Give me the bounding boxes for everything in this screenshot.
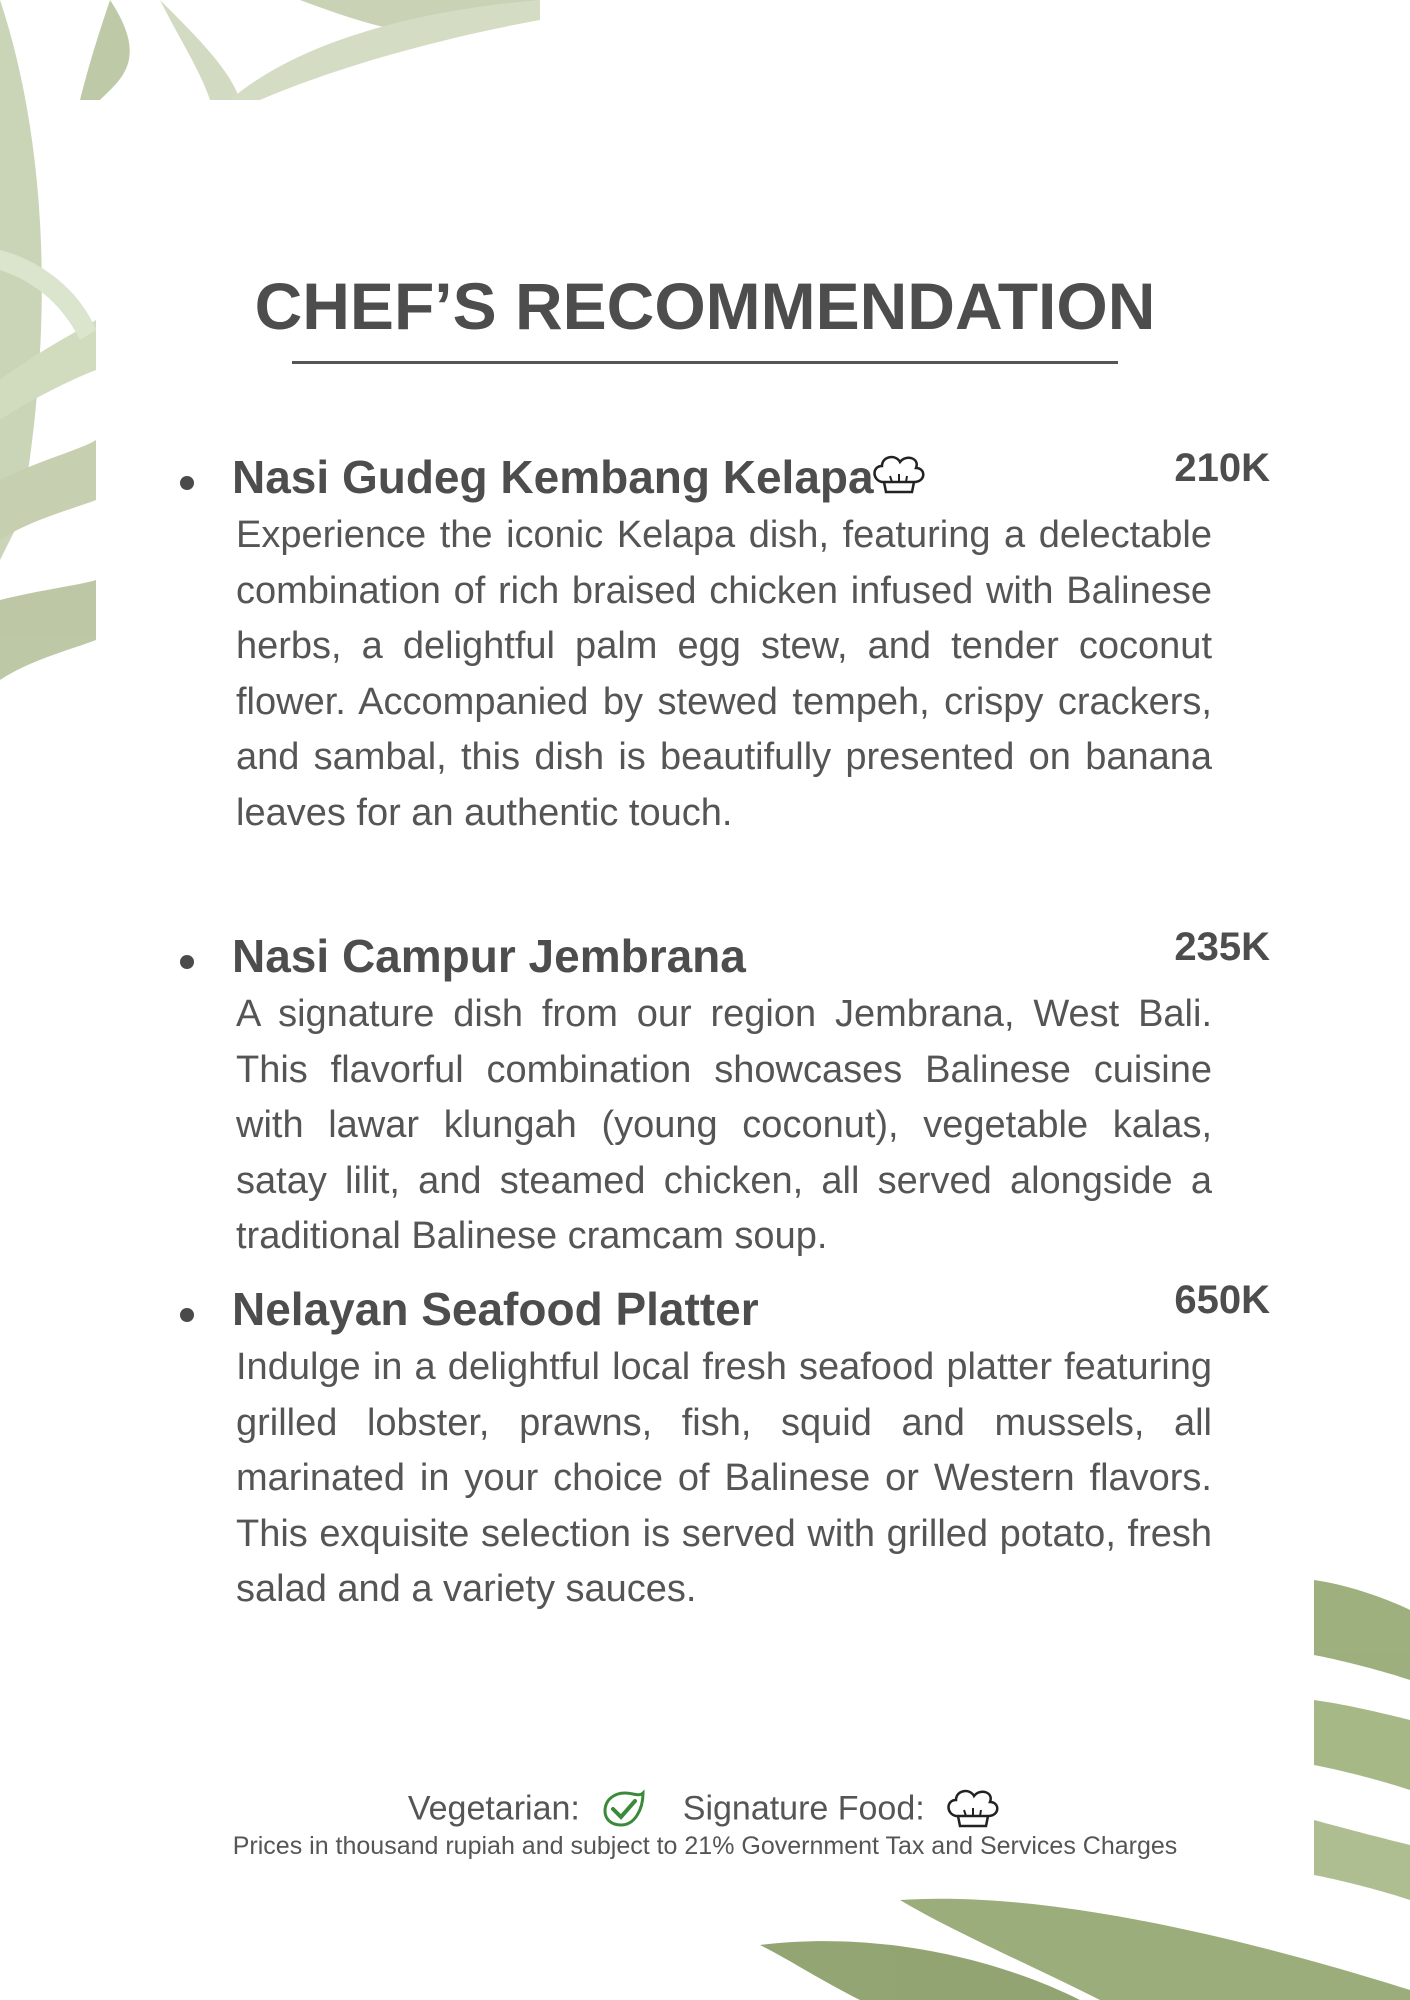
page-title-text: CHEF’S RECOMMENDATION xyxy=(254,269,1156,343)
menu-item-price: 650K xyxy=(1174,1278,1270,1322)
page-title xyxy=(250,268,1160,344)
menu-item-price: 210K xyxy=(1174,446,1270,490)
menu-item-description: A signature dish from our region Jembrana, West Bali. This flavorful combination showcases Balinese cuisine with lawar klungah (young coconut), vegetable kalas, satay lilit, and steamed chicken, all served alongside a traditional Balinese cramcam soup. xyxy=(236,993,1212,1257)
menu-item-name: Nelayan Seafood Platter xyxy=(232,1283,759,1335)
bullet xyxy=(180,955,194,969)
chef-hat-icon xyxy=(944,1788,1002,1830)
menu-item-name: Nasi Campur Jembrana xyxy=(232,930,746,982)
menu-item-description: Experience the iconic Kelapa dish, featuring a delectable combination of rich braised chicken infused with Balinese herbs, a delightful palm egg stew, and tender coconut flower. Accompanied by stewed tempeh, crispy crackers, and sambal, this dish is beautifully presented on banana leaves for an authentic touch. xyxy=(236,514,1212,834)
vegetarian-label: Vegetarian: xyxy=(407,1789,580,1828)
leaf-check-icon xyxy=(599,1789,647,1829)
footer-note: Prices in thousand rupiah and subject to 21% Government Tax and Services Charges xyxy=(232,1832,1178,1860)
legend xyxy=(0,1788,1410,1830)
menu-item-price: 235K xyxy=(1174,925,1270,969)
chef-hat-icon xyxy=(870,454,928,496)
bullet xyxy=(180,1308,194,1322)
menu-item-name: Nasi Gudeg Kembang Kelapa xyxy=(232,451,874,503)
bullet xyxy=(180,476,194,490)
signature-label: Signature Food: xyxy=(682,1789,925,1828)
menu-item-description: Indulge in a delightful local fresh seafood platter featuring grilled lobster, prawns, fish, squid and mussels, all marinated in your choice of Balinese or Western flavors. This exquisite selection is served with grilled potato, fresh salad and a variety sauces. xyxy=(236,1346,1212,1610)
title-underline xyxy=(292,361,1118,364)
